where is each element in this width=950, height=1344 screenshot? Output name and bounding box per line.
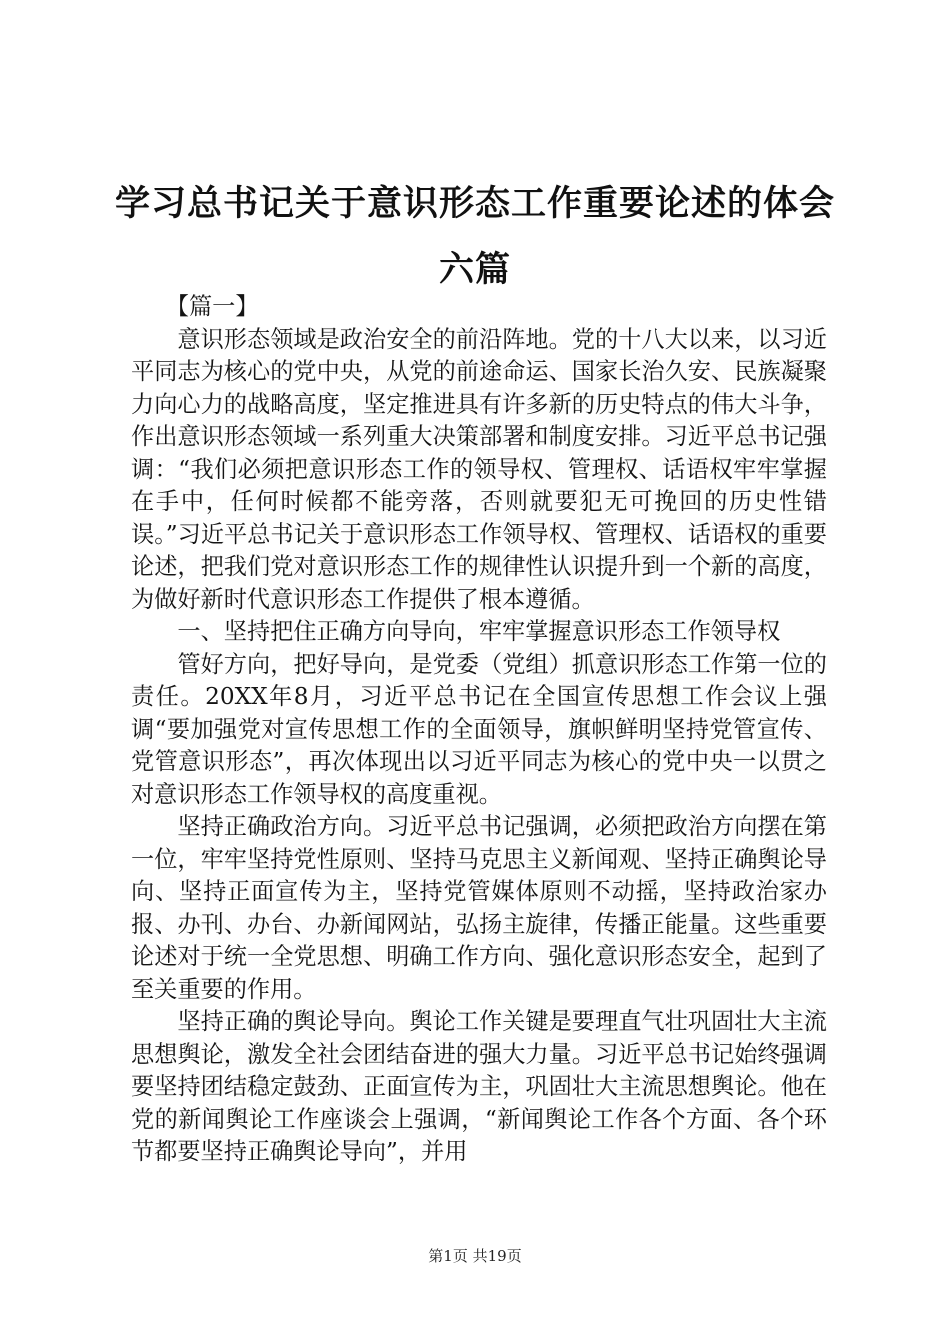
document-title-line-1: 学习总书记关于意识形态工作重要论述的体会 [114,184,835,224]
section-heading: 一、坚持把住正确方向导向，牢牢掌握意识形态工作领导权 [177,618,781,645]
body-paragraph: 坚持正确的舆论导向。舆论工作关键是要理直气壮巩固壮大主流思想舆论，激发全社会团结奋进的强大力量。习近平总书记始终强调要坚持团结稳定鼓劲、正面宣传为主，巩固壮大主流思想舆论。他在党的新闻舆论工作座谈会上强调，“新闻舆论工作各个方面、各个环节都要坚持正确舆论导向”，并用 [131,1008,827,1165]
document-title-line-2: 六篇 [438,250,511,290]
body-paragraph: 意识形态领域是政治安全的前沿阵地。党的十八大以来，以习近平同志为核心的党中央，从党的前途命运、国家长治久安、民族凝聚力向心力的战略高度，坚定推进具有许多新的历史特点的伟大斗争，作出意识形态领域一系列重大决策部署和制度安排。习近平总书记强调：“我们必须把意识形态工作的领导权、管理权、话语权牢牢掌握在手中，任何时候都不能旁落，否则就要犯无可挽回的历史性错误。”习近平总书记关于意识形态工作领导权、管理权、话语权的重要论述，把我们党对意识形态工作的规律性认识提升到一个新的高度，为做好新时代意识形态工作提供了根本遵循。 [131,325,827,613]
body-paragraph: 坚持正确政治方向。习近平总书记强调，必须把政治方向摆在第一位，牢牢坚持党性原则、坚持马克思主义新闻观、坚持正确舆论导向、坚持正面宣传为主，坚持党管媒体原则不动摇，坚持政治家办报、办刊、办台、办新闻网站，弘扬主旋律，传播正能量。这些重要论述对于统一全党思想、明确工作方向、强化意识形态安全，起到了至关重要的作用。 [131,813,827,1003]
body-paragraph: 管好方向，把好导向，是党委（党组）抓意识形态工作第一位的责任。20XX年8月，习近平总书记在全国宣传思想工作会议上强调“要加强党对宣传思想工作的全面领导，旗帜鲜明坚持党管宣传、党管意识形态”，再次体现出以习近平同志为核心的党中央一以贯之对意识形态工作领导权的高度重视。 [131,650,827,808]
page-footer: 第1页 共19页 [428,1247,522,1265]
document-body [131,291,827,1169]
section-label: 【篇一】 [165,293,259,320]
